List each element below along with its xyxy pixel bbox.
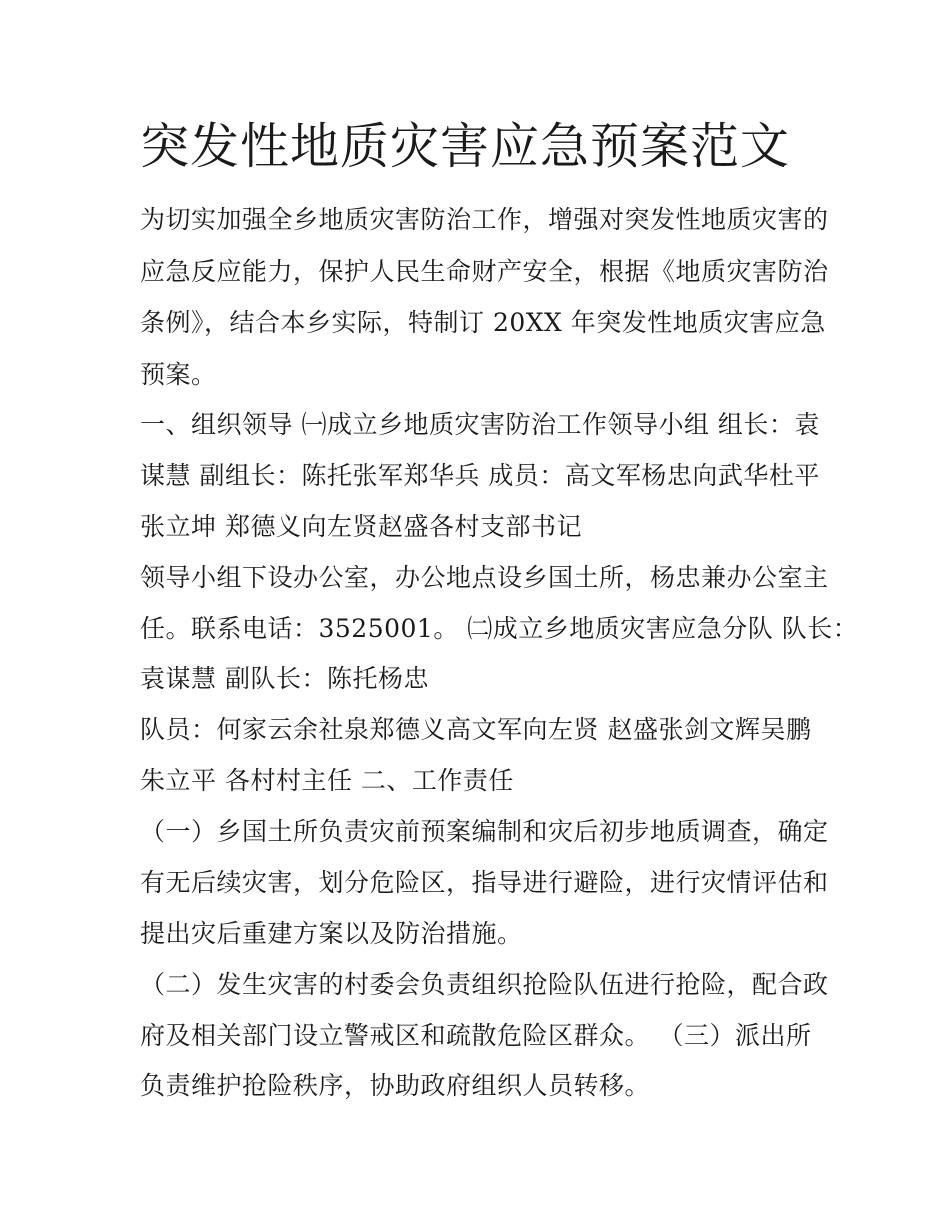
body-line: 领导小组下设办公室，办公地点设乡国土所，杨忠兼办公室主 bbox=[140, 563, 829, 592]
body-line: 谋慧 副组长：陈托张军郑华兵 成员：高文军杨忠向武华杜平 bbox=[140, 461, 820, 490]
body-line: 负责维护抢险秩序，协助政府组织人员转移。 bbox=[140, 1071, 651, 1100]
body-line: 府及相关部门设立警戒区和疏散危险区群众。 （三）派出所 bbox=[140, 1021, 812, 1050]
body-line: 应急反应能力，保护人民生命财产安全，根据《地质灾害防治 bbox=[140, 257, 829, 286]
document-title: 突发性地质灾害应急预案范文 bbox=[140, 118, 791, 175]
body-line: 袁谋慧 副队长：陈托杨忠 bbox=[140, 664, 429, 693]
body-line: 任。联系电话：3525001。 ㈡成立乡地质灾害应急分队 队长： bbox=[140, 614, 859, 643]
body-line: 条例》，结合本乡实际，特制订 20XX 年突发性地质灾害应急 bbox=[140, 308, 826, 337]
body-line: 预案。 bbox=[140, 360, 217, 389]
body-line: 为切实加强全乡地质灾害防治工作，增强对突发性地质灾害的 bbox=[140, 205, 829, 234]
body-line: （二）发生灾害的村委会负责组织抢险队伍进行抢险，配合政 bbox=[140, 970, 829, 999]
body-line: 朱立平 各村村主任 二、工作责任 bbox=[140, 766, 514, 795]
body-line: 提出灾后重建方案以及防治措施。 bbox=[140, 919, 523, 948]
body-line: （一）乡国土所负责灾前预案编制和灾后初步地质调查，确定 bbox=[140, 817, 829, 846]
body-line: 队员：何家云余社泉郑德义高文军向左贤 赵盛张剑文辉吴鹏 bbox=[140, 715, 812, 744]
body-line: 张立坤 郑德义向左贤赵盛各村支部书记 bbox=[140, 512, 582, 541]
body-line: 有无后续灾害，划分危险区，指导进行避险，进行灾情评估和 bbox=[140, 868, 829, 897]
body-line: 一、组织领导 ㈠成立乡地质灾害防治工作领导小组 组长：袁 bbox=[140, 410, 820, 439]
